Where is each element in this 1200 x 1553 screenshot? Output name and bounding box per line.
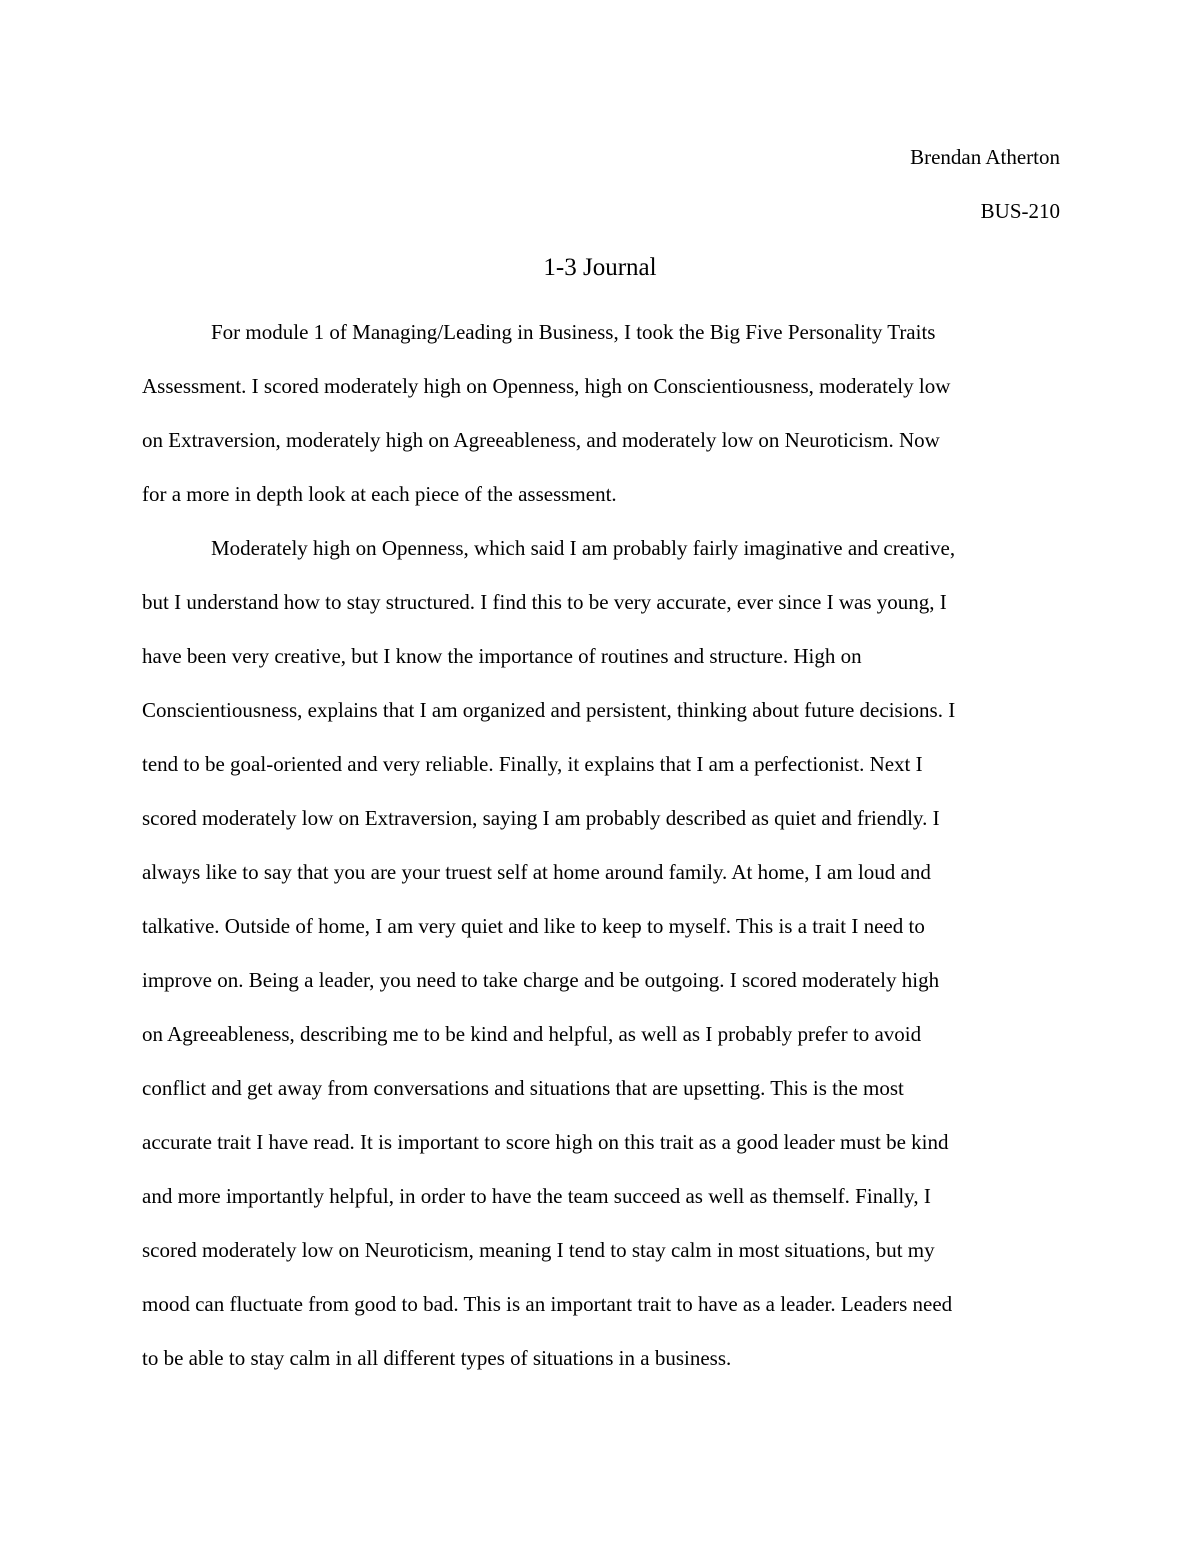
course-code: BUS-210 <box>980 199 1060 223</box>
text-line: Conscientiousness, explains that I am organized and persistent, thinking about future decisions. I <box>142 698 956 722</box>
text-line: scored moderately low on Neuroticism, meaning I tend to stay calm in most situations, but my <box>142 1238 935 1262</box>
text-line: always like to say that you are your truest self at home around family. At home, I am loud and <box>142 860 931 884</box>
text-line: on Agreeableness, describing me to be kind and helpful, as well as I probably prefer to avoid <box>142 1022 922 1046</box>
text-line: have been very creative, but I know the importance of routines and structure. High on <box>142 644 862 668</box>
text-line: improve on. Being a leader, you need to take charge and be outgoing. I scored moderately high <box>142 968 940 992</box>
text-line: accurate trait I have read. It is important to score high on this trait as a good leader must be kind <box>142 1130 949 1154</box>
text-line: mood can fluctuate from good to bad. This is an important trait to have as a leader. Leaders need <box>142 1292 953 1316</box>
text-line: conflict and get away from conversations and situations that are upsetting. This is the most <box>142 1076 904 1100</box>
text-line: For module 1 of Managing/Leading in Business, I took the Big Five Personality Traits <box>211 320 936 344</box>
text-line: and more importantly helpful, in order to have the team succeed as well as themself. Finally, I <box>142 1184 931 1208</box>
text-line: Moderately high on Openness, which said I am probably fairly imaginative and creative, <box>211 536 956 560</box>
text-line: but I understand how to stay structured. I find this to be very accurate, ever since I was young, I <box>142 590 947 614</box>
text-line: Assessment. I scored moderately high on Openness, high on Conscientiousness, moderately low <box>142 374 951 398</box>
text-line: tend to be goal-oriented and very reliable. Finally, it explains that I am a perfectionist. Next I <box>142 752 923 776</box>
text-line: scored moderately low on Extraversion, saying I am probably described as quiet and friendly. I <box>142 806 940 830</box>
text-line: on Extraversion, moderately high on Agreeableness, and moderately low on Neuroticism. Now <box>142 428 940 452</box>
text-line: for a more in depth look at each piece of the assessment. <box>142 482 617 506</box>
text-line: to be able to stay calm in all different types of situations in a business. <box>142 1346 732 1370</box>
document-title: 1-3 Journal <box>543 254 657 281</box>
text-line: talkative. Outside of home, I am very quiet and like to keep to myself. This is a trait I need to <box>142 914 925 938</box>
author-name: Brendan Atherton <box>910 145 1060 169</box>
